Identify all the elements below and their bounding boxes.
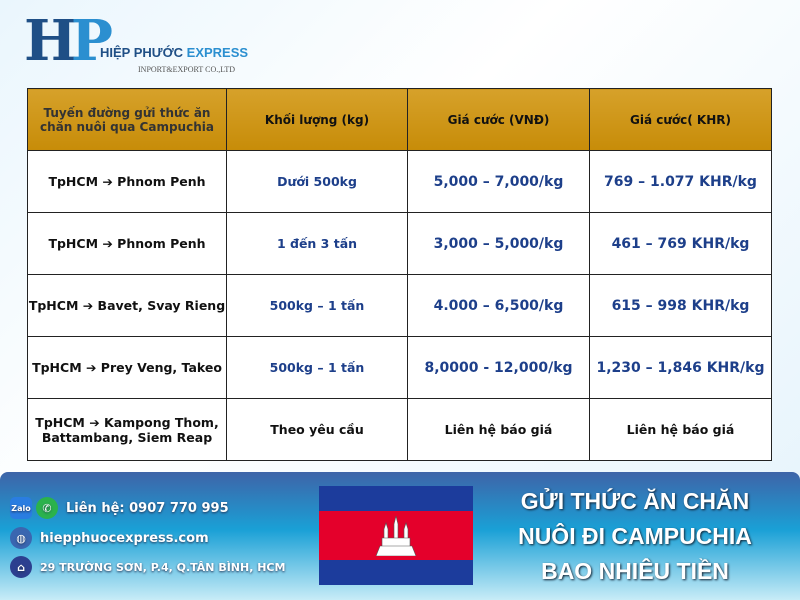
contact-website[interactable] (10, 527, 209, 549)
contact-phone[interactable] (10, 497, 229, 519)
globe-icon: ◍ (10, 527, 32, 549)
logo-name-1: HIỆP PHƯỚC (100, 45, 187, 60)
logo-subtitle: INPORT&EXPORT CO.,LTD (138, 65, 236, 74)
cell-price-khr: Liên hệ báo giá (590, 399, 772, 461)
table-row (28, 151, 772, 213)
cell-price-vnd: 3,000 – 5,000/kg (408, 213, 590, 275)
cell-price-vnd: 8,0000 - 12,000/kg (408, 337, 590, 399)
header-route: Tuyến đường gửi thức ăn chăn nuôi qua Campuchia (28, 89, 227, 151)
banner-title (490, 484, 780, 589)
cell-price-khr: 1,230 – 1,846 KHR/kg (590, 337, 772, 399)
table-row (28, 275, 772, 337)
logo-name-2: EXPRESS (186, 45, 249, 60)
cell-route: TpHCM ➔ Phnom Penh (28, 151, 227, 213)
title-line: BAO NHIÊU TIỀN (541, 558, 729, 584)
title-line: GỬI THỨC ĂN CHĂN (520, 488, 750, 514)
cell-price-vnd: 5,000 – 7,000/kg (408, 151, 590, 213)
table-row (28, 399, 772, 461)
header-price-vnd: Giá cước (VNĐ) (408, 89, 590, 151)
header-price-khr: Giá cước( KHR) (590, 89, 772, 151)
logo-name (100, 45, 248, 60)
cell-price-vnd: 4.000 – 6,500/kg (408, 275, 590, 337)
cell-weight: Theo yêu cầu (227, 399, 408, 461)
cell-weight: 1 đến 3 tấn (227, 213, 408, 275)
contact-address (10, 556, 285, 578)
header-weight: Khối lượng (kg) (227, 89, 408, 151)
cell-route: TpHCM ➔ Kampong Thom, Battambang, Siem Reap (28, 399, 227, 461)
cell-price-khr: 769 – 1.077 KHR/kg (590, 151, 772, 213)
cell-weight: Dưới 500kg (227, 151, 408, 213)
cell-weight: 500kg – 1 tấn (227, 337, 408, 399)
angkor-wat-icon (374, 516, 418, 556)
title-line: NUÔI ĐI CAMPUCHIA (518, 523, 752, 549)
cell-route: TpHCM ➔ Phnom Penh (28, 213, 227, 275)
cell-price-khr: 615 – 998 KHR/kg (590, 275, 772, 337)
phone-text: Liên hệ: 0907 770 995 (66, 500, 229, 516)
cell-route: TpHCM ➔ Prey Veng, Takeo (28, 337, 227, 399)
zalo-icon: Zalo (10, 497, 32, 519)
logo-h: H (24, 8, 71, 74)
cell-price-khr: 461 – 769 KHR/kg (590, 213, 772, 275)
address-text: 29 TRƯỜNG SƠN, P.4, Q.TÂN BÌNH, HCM (40, 560, 286, 574)
table-header-row (28, 89, 772, 151)
logo-p: P (70, 8, 108, 74)
table-row (28, 213, 772, 275)
cell-weight: 500kg – 1 tấn (227, 275, 408, 337)
website-text: hiepphuocexpress.com (40, 530, 209, 546)
cambodia-flag (319, 486, 473, 585)
phone-icon: ✆ (36, 497, 58, 519)
cell-price-vnd: Liên hệ báo giá (408, 399, 590, 461)
company-logo (24, 8, 249, 74)
price-table (27, 88, 772, 461)
home-icon: ⌂ (10, 556, 32, 578)
table-row (28, 337, 772, 399)
cell-route: TpHCM ➔ Bavet, Svay Rieng (28, 275, 227, 337)
